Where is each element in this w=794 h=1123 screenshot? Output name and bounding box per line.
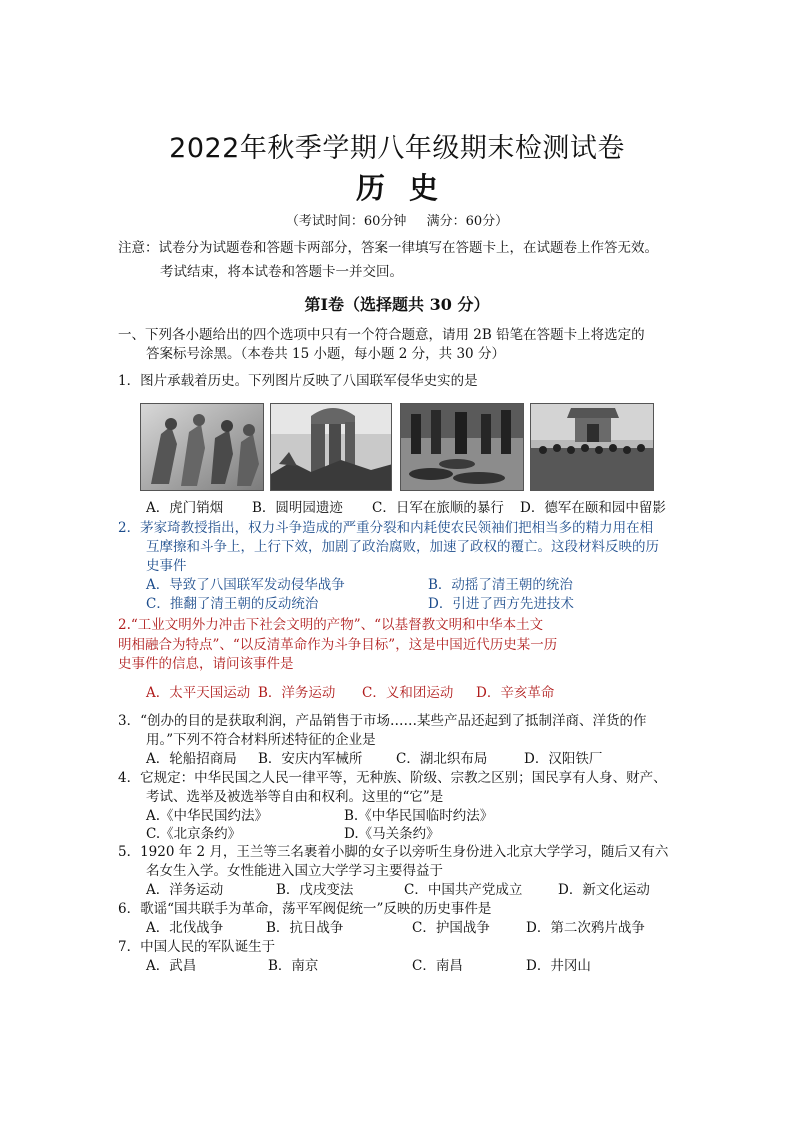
section-instruction-1: 一、下列各小题给出的四个选项中只有一个符合题意，请用 2B 铅笔在答题卡上将选定的	[118, 327, 645, 343]
q2b-options	[146, 684, 554, 703]
q2b-option-a: A．太平天国运动	[146, 685, 251, 701]
q4-options-row-2	[146, 825, 440, 844]
q2b-stem-2: 明相融合为特点”、“以反清革命作为斗争目标”，这是中国近代历史某一历	[118, 637, 558, 653]
q4-option-b: B.《中华民国临时约法》	[344, 808, 494, 824]
q6-options	[146, 919, 645, 938]
q7-options	[146, 957, 591, 976]
subject-title: 历史	[355, 171, 462, 205]
q5-option-c: C．中国共产党成立	[404, 882, 523, 898]
q2a-option-b: B．动摇了清王朝的统治	[428, 577, 573, 593]
exam-title: 2022年秋季学期八年级期末检测试卷	[169, 133, 625, 164]
q3-stem-1: 3．“创办的目的是获取利润，产品销售于市场……某些产品还起到了抵制洋商、洋货的作	[118, 713, 647, 729]
q6-option-a: A．北伐战争	[146, 920, 224, 936]
section-instruction-2: 答案标号涂黑。（本卷共 15 小题，每小题 2 分，共 30 分）	[146, 346, 505, 362]
q3-option-a: A．轮船招商局	[146, 751, 237, 767]
q2a-option-d: D．引进了西方先进技术	[428, 596, 574, 612]
q6-option-c: C．护国战争	[412, 920, 490, 936]
q6-option-d: D．第二次鸦片战争	[526, 920, 645, 936]
q3-option-d: D．汉阳铁厂	[524, 751, 603, 767]
section-title: 第Ⅰ卷（选择题共 30 分）	[304, 295, 490, 314]
exam-time: （考试时间：60分钟	[285, 214, 407, 229]
q2a-option-c: C．推翻了清王朝的反动统治	[146, 596, 319, 612]
q5-option-a: A．洋务运动	[146, 882, 224, 898]
notice-line-1: 注意：试卷分为试题卷和答题卡两部分，答案一律填写在答题卡上，在试题卷上作答无效。	[118, 240, 658, 256]
q1-option-c: C．日军在旅顺的暴行	[372, 500, 504, 516]
q7-option-c: C．南昌	[412, 958, 463, 974]
q4-option-a: A.《中华民国约法》	[146, 808, 269, 824]
photo-lushun-massacre	[400, 403, 524, 491]
q4-stem-1: 4．它规定：中华民国之人民一律平等，无种族、阶级、宗教之区别；国民享有人身、财产、	[118, 770, 667, 786]
q1-options	[146, 499, 666, 518]
q1-stem: 1．图片承载着历史。下列图片反映了八国联军侵华史实的是	[118, 373, 478, 389]
photo-yuanmingyuan-ruins	[270, 403, 392, 491]
q1-option-d: D．德军在颐和园中留影	[520, 500, 666, 516]
q6-option-b: B．抗日战争	[266, 920, 344, 936]
photo-german-troops-summer-palace	[530, 403, 654, 491]
q6-stem-1: 6．歌谣“国共联手为革命，荡平军阀促统一”反映的历史事件是	[118, 901, 492, 917]
q4-option-d: D.《马关条约》	[344, 826, 440, 842]
q2b-option-b: B．洋务运动	[258, 685, 336, 701]
q2b-stem-3: 史事件的信息，请问该事件是	[118, 656, 294, 672]
q7-stem-1: 7．中国人民的军队诞生于	[118, 939, 276, 955]
q7-option-b: B．南京	[268, 958, 319, 974]
q4-options-row-1	[146, 807, 493, 826]
q3-options	[146, 750, 602, 769]
q5-stem-2: 名女生入学。女性能进入国立大学学习主要得益于	[146, 863, 443, 879]
q1-option-a: A．虎门销烟	[146, 500, 224, 516]
q5-stem-1: 5．1920 年 2 月，王兰等三名裹着小脚的女子以旁听生身份进入北京大学学习，随后又有六	[118, 844, 669, 860]
notice-line-2: 考试结束，将本试卷和答题卡一并交回。	[160, 264, 403, 280]
q3-stem-2: 用。”下列不符合材料所述特征的企业是	[146, 732, 376, 748]
q2a-stem-3: 史事件	[146, 558, 187, 574]
q2b-stem-1: 2.“工业文明外力冲击下社会文明的产物”、“以基督教文明和中华本土文	[118, 617, 544, 633]
q2b-option-c: C．义和团运动	[362, 685, 454, 701]
q3-option-b: B．安庆内军械所	[258, 751, 363, 767]
q7-option-d: D．井冈山	[526, 958, 591, 974]
q2a-options-row-2	[146, 595, 574, 614]
q4-stem-2: 考试、选举及被选举等自由和权利。这里的“它”是	[146, 789, 444, 805]
photo-humen-relief	[140, 403, 264, 491]
q1-photos	[140, 403, 660, 493]
q1-option-b: B．圆明园遗迹	[252, 500, 343, 516]
q2a-option-a: A．导致了八国联军发动侵华战争	[146, 577, 345, 593]
q2a-stem-1: 2．茅家琦教授指出，权力斗争造成的严重分裂和内耗使农民领袖们把相当多的精力用在相	[118, 520, 654, 536]
exam-info	[0, 210, 794, 229]
q2a-stem-2: 互摩擦和斗争上，上行下效，加剧了政治腐败，加速了政权的覆亡。这段材料反映的历	[146, 539, 659, 555]
q4-option-c: C.《北京条约》	[146, 826, 242, 842]
q5-options	[146, 881, 650, 900]
q7-option-a: A．武昌	[146, 958, 197, 974]
q5-option-d: D．新文化运动	[558, 882, 650, 898]
exam-score: 满分：60分）	[426, 214, 509, 229]
q2b-option-d: D．辛亥革命	[476, 685, 555, 701]
q2a-options-row-1	[146, 576, 573, 595]
q3-option-c: C．湖北织布局	[396, 751, 488, 767]
q5-option-b: B．戊戌变法	[276, 882, 354, 898]
